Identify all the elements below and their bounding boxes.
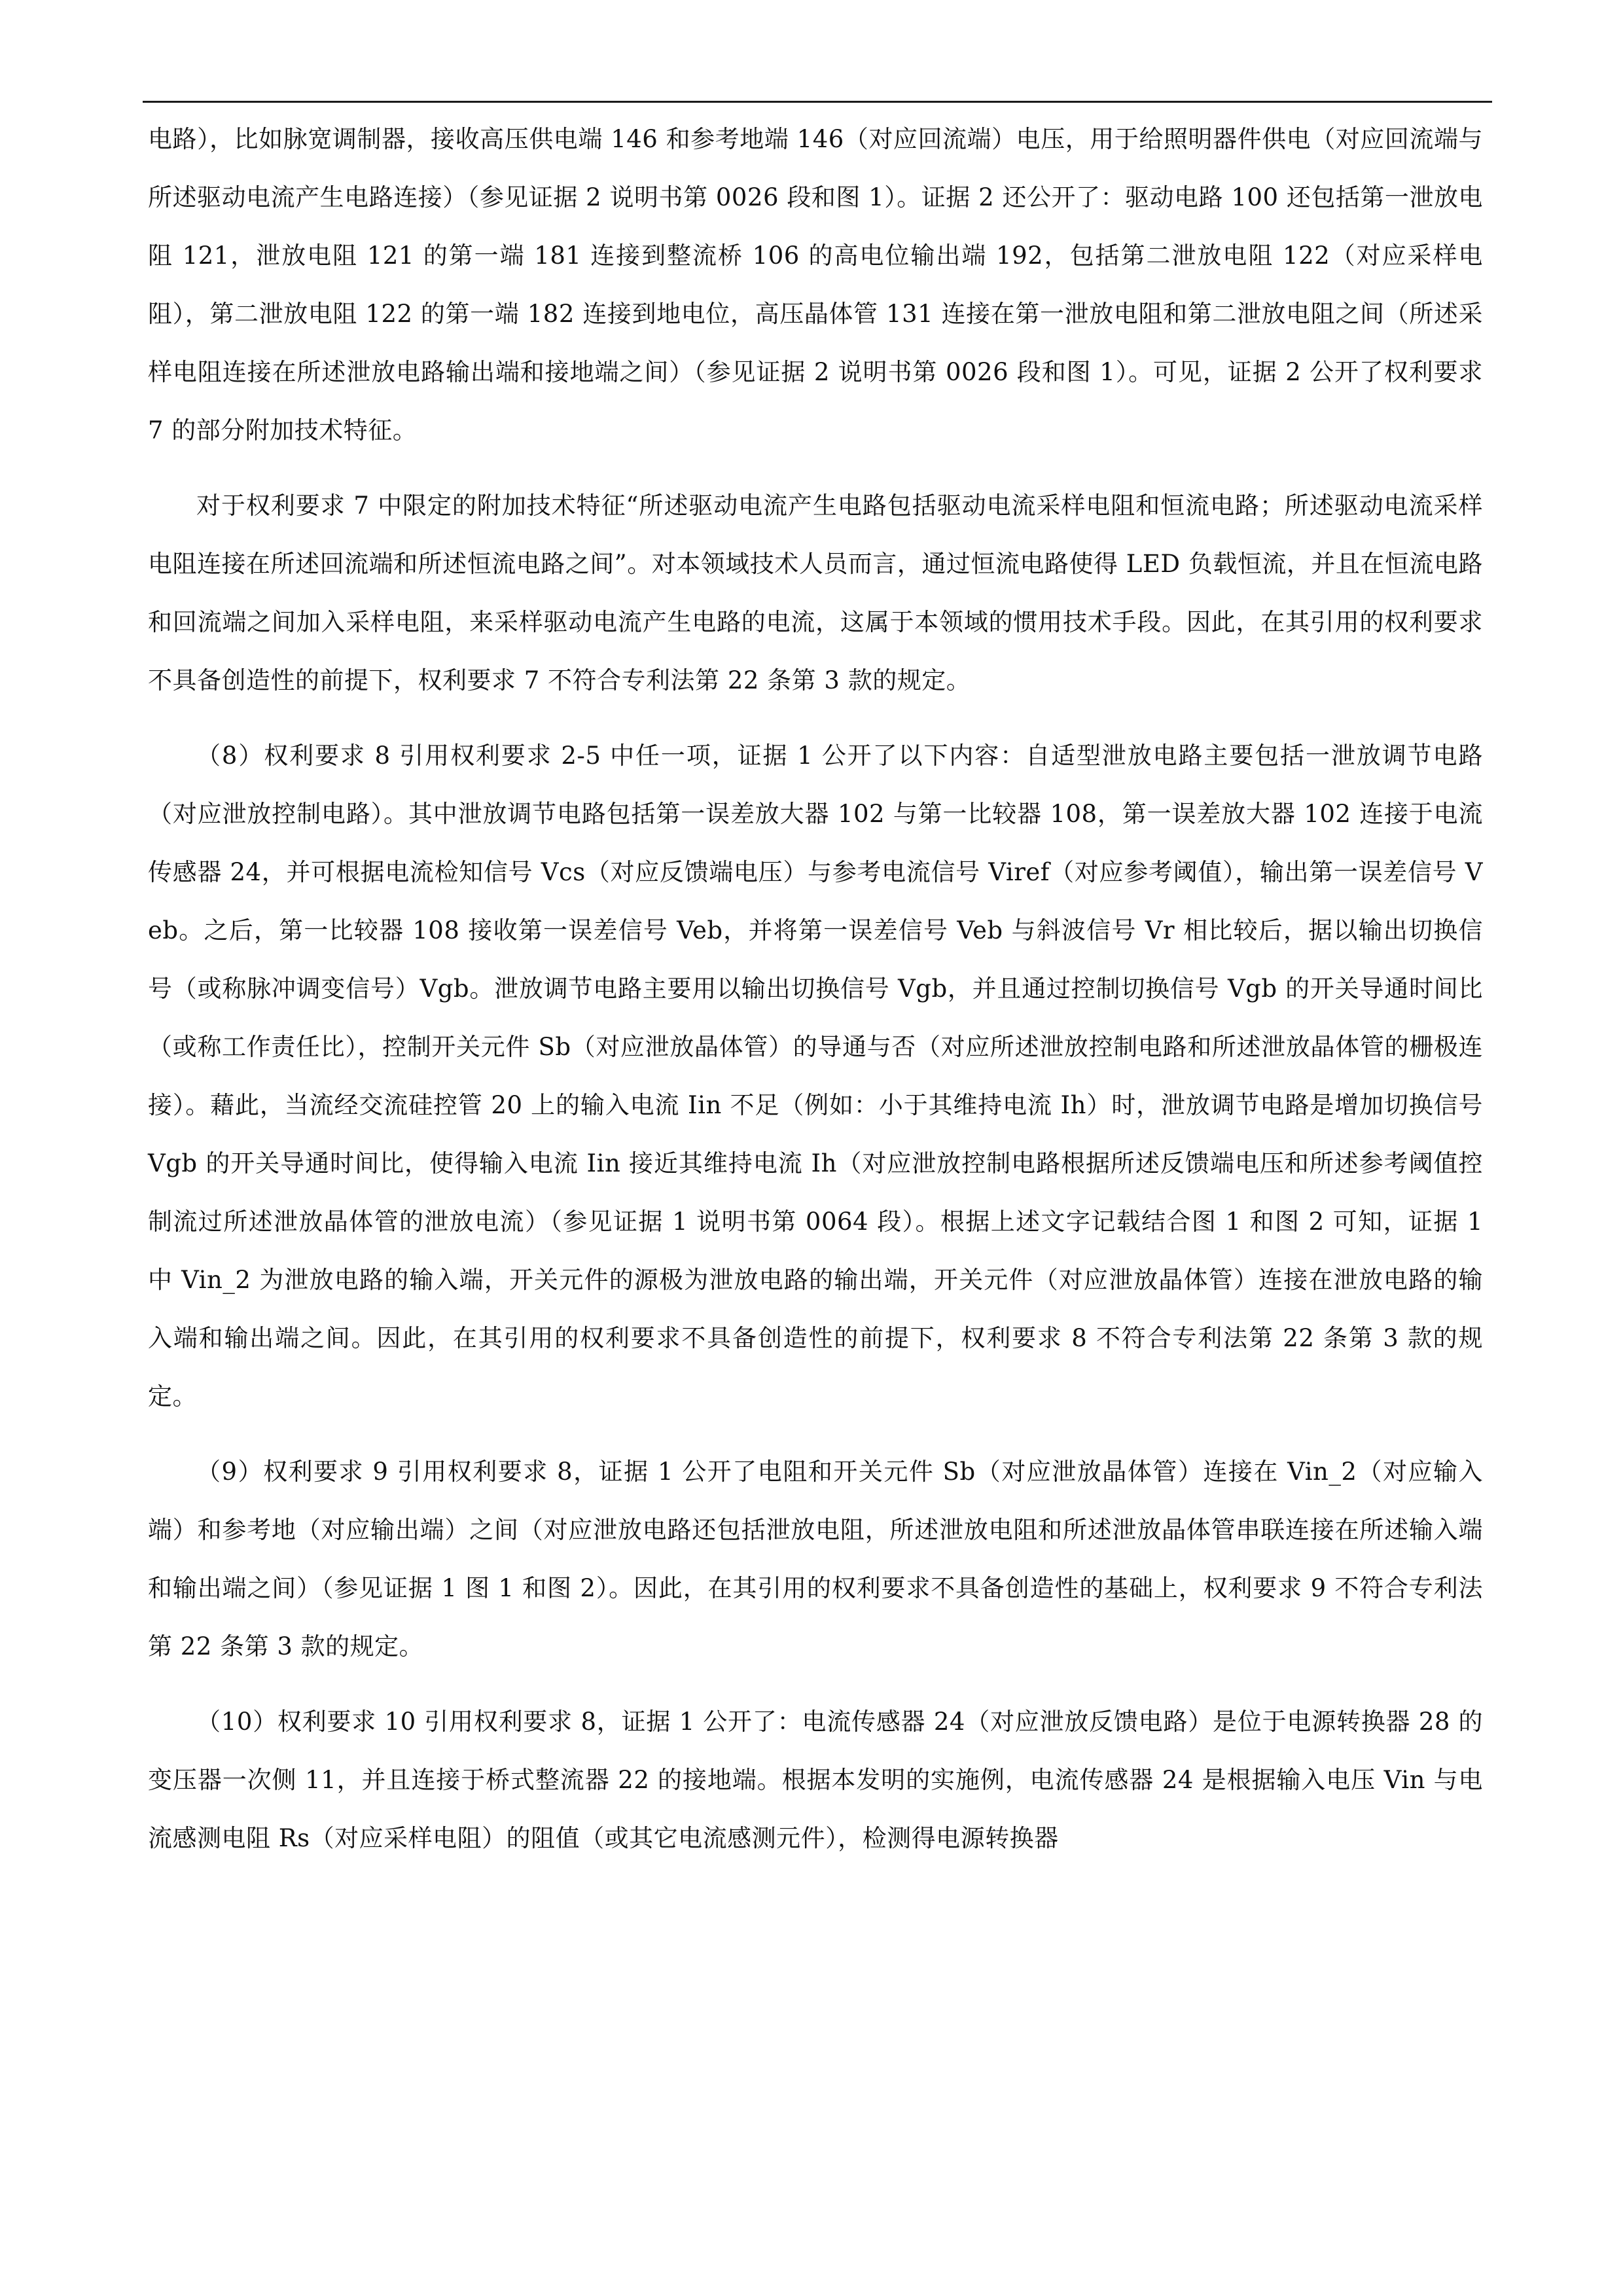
paragraph-5: （10）权利要求 10 引用权利要求 8，证据 1 公开了：电流传感器 24（对应泄放反馈电路）是位于电源转换器 28 的变压器一次侧 11，并且连接于桥式整流器 22 的接地端。根据本发明的实施例，电流传感器 24 是根据输入电压 Vin 与电流感测电阻 Rs（对应采样电阻）的阻值（或其它电流感测元件），检测得电源转换器 (148, 1708, 1483, 1852)
paragraph-4: （9）权利要求 9 引用权利要求 8，证据 1 公开了电阻和开关元件 Sb（对应泄放晶体管）连接在 Vin_2（对应输入端）和参考地（对应输出端）之间（对应泄放电路还包括泄放电阻，所述泄放电阻和所述泄放晶体管串联连接在所述输入端和输出端之间）（参见证据 1 图 1 和图 2）。因此，在其引用的权利要求不具备创造性的基础上，权利要求 9 不符合专利法第 22 条第 3 款的规定。 (148, 1458, 1483, 1660)
paragraph-1: 电路），比如脉宽调制器，接收高压供电端 146 和参考地端 146（对应回流端）电压，用于给照明器件供电（对应回流端与所述驱动电流产生电路连接）（参见证据 2 说明书第 0026 段和图 1）。证据 2 还公开了：驱动电路 100 还包括第一泄放电阻 121，泄放电阻 121 的第一端 181 连接到整流桥 106 的高电位输出端 192，包括第二泄放电阻 122（对应采样电阻），第二泄放电阻 122 的第一端 182 连接到地电位，高压晶体管 131 连接在第一泄放电阻和第二泄放电阻之间（所述采样电阻连接在所述泄放电路输出端和接地端之间）（参见证据 2 说明书第 0026 段和图 1）。可见，证据 2 公开了权利要求 7 的部分附加技术特征。 (148, 125, 1483, 444)
paragraph-2: 对于权利要求 7 中限定的附加技术特征“所述驱动电流产生电路包括驱动电流采样电阻和恒流电路；所述驱动电流采样电阻连接在所述回流端和所述恒流电路之间”。对本领域技术人员而言，通过恒流电路使得 LED 负载恒流，并且在恒流电路和回流端之间加入采样电阻，来采样驱动电流产生电路的电流，这属于本领域的惯用技术手段。因此，在其引用的权利要求不具备创造性的前提下，权利要求 7 不符合专利法第 22 条第 3 款的规定。 (148, 492, 1483, 694)
paragraph-3: （8）权利要求 8 引用权利要求 2-5 中任一项，证据 1 公开了以下内容：自适型泄放电路主要包括一泄放调节电路（对应泄放控制电路）。其中泄放调节电路包括第一误差放大器 102 与第一比较器 108，第一误差放大器 102 连接于电流传感器 24，并可根据电流检知信号 Vcs（对应反馈端电压）与参考电流信号 Viref（对应参考阈值），输出第一误差信号 Veb。之后，第一比较器 108 接收第一误差信号 Veb，并将第一误差信号 Veb 与斜波信号 Vr 相比较后，据以输出切换信号（或称脉冲调变信号）Vgb。泄放调节电路主要用以输出切换信号 Vgb，并且通过控制切换信号 Vgb 的开关导通时间比（或称工作责任比），控制开关元件 Sb（对应泄放晶体管）的导通与否（对应所述泄放控制电路和所述泄放晶体管的栅极连接）。藉此，当流经交流硅控管 20 上的输入电流 Iin 不足（例如：小于其维持电流 Ih）时，泄放调节电路是增加切换信号 Vgb 的开关导通时间比，使得输入电流 Iin 接近其维持电流 Ih（对应泄放控制电路根据所述反馈端电压和所述参考阈值控制流过所述泄放晶体管的泄放电流）（参见证据 1 说明书第 0064 段）。根据上述文字记载结合图 1 和图 2 可知，证据 1 中 Vin_2 为泄放电路的输入端，开关元件的源极为泄放电路的输出端，开关元件（对应泄放晶体管）连接在泄放电路的输入端和输出端之间。因此，在其引用的权利要求不具备创造性的前提下，权利要求 8 不符合专利法第 22 条第 3 款的规定。 (148, 742, 1483, 1410)
document-body (148, 110, 1483, 1884)
header-rule (143, 101, 1492, 103)
